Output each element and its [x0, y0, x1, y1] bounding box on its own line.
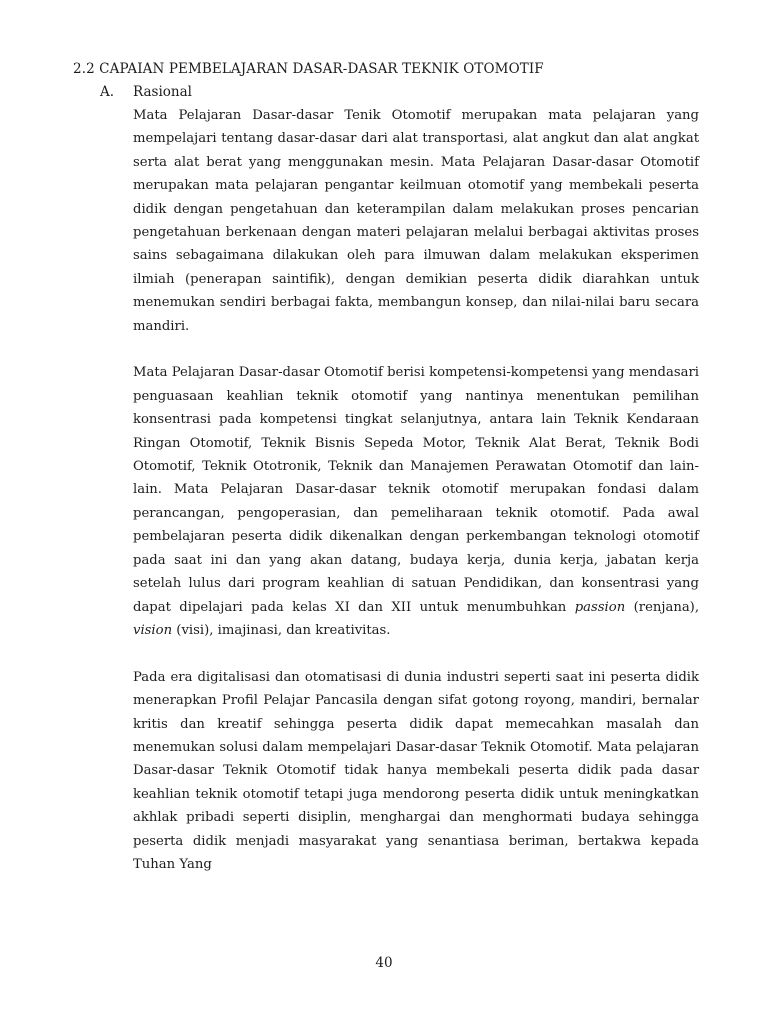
paragraph-2-passion: passion	[574, 599, 626, 615]
paragraph-2-text-b: (renjana),	[633, 599, 700, 615]
paragraph-3: Pada era digitalisasi dan otomatisasi di dunia industri seperti saat ini peserta didik menerapkan Profil Pelajar Pancasila dengan sifat gotong royong, mandiri, bernalar kritis dan kreatif sehingga peserta didik dapat memecahkan masalah dan menemukan solusi dalam mempelajari Dasar-dasar Teknik Otomotif. Mata pelajaran Dasar-dasar Teknik Otomotif tidak hanya membekali peserta didik pada dasar keahlian teknik otomotif tetapi juga mendorong peserta didik untuk meningkatkan akhlak pribadi seperti disiplin, menghargai dan menghormati budaya sehingga peserta didik menjadi masyarakat yang senantiasa beriman, bertakwa kepada Tuhan Yang	[133, 669, 699, 872]
page-number: 40	[375, 955, 393, 971]
paragraph-2-vision: vision	[133, 622, 173, 638]
paragraph-2	[133, 361, 699, 642]
section-heading: 2.2 CAPAIAN PEMBELAJARAN DASAR-DASAR TEKNIK OTOMOTIF	[73, 61, 544, 77]
subsection-marker: A.	[100, 84, 115, 100]
body-text	[133, 104, 699, 900]
subsection-heading	[100, 83, 192, 101]
paragraph-1: Mata Pelajaran Dasar-dasar Tenik Otomotif merupakan mata pelajaran yang mempelajari tentang dasar-dasar dari alat transportasi, alat angkut dan alat angkat serta alat berat yang menggunakan mesin. Mata Pelajaran Dasar-dasar Otomotif merupakan mata pelajaran pengantar keilmuan otomotif yang membekali peserta didik dengan pengetahuan dan keterampilan dalam melakukan proses pencarian pengetahuan berkenaan dengan materi pelajaran melalui berbagai aktivitas proses sains sebagaimana dilakukan oleh para ilmuwan dalam melakukan eksperimen ilmiah (penerapan saintifik), dengan demikian peserta didik diarahkan untuk menemukan sendiri berbagai fakta, membangun konsep, dan nilai-nilai baru secara mandiri.	[133, 108, 699, 334]
paragraph-2-text-a: Mata Pelajaran Dasar-dasar Otomotif berisi kompetensi-kompetensi yang mendasari penguasaan keahlian teknik otomotif yang nantinya menentukan pemilihan konsentrasi pada kompetensi tingkat selanjutnya, antara lain Teknik Kendaraan Ringan Otomotif, Teknik Bisnis Sepeda Motor, Teknik Alat Berat, Teknik Bodi Otomotif, Teknik Ototronik, Teknik dan Manajemen Perawatan Otomotif dan lain-lain. Mata Pelajaran Dasar-dasar teknik otomotif merupakan fondasi dalam perancangan, pengoperasian, dan pemeliharaan teknik otomotif. Pada awal pembelajaran peserta didik dikenalkan dengan perkembangan teknologi otomotif pada saat ini dan yang akan datang, budaya kerja, dunia kerja, jabatan kerja setelah lulus dari program keahlian di satuan Pendidikan, dan konsentrasi yang dapat dipelajari pada kelas XI dan XII untuk menumbuhkan	[133, 365, 699, 615]
subsection-title: Rasional	[133, 84, 192, 100]
paragraph-2-text-c: (visi), imajinasi, dan kreativitas.	[176, 622, 391, 638]
